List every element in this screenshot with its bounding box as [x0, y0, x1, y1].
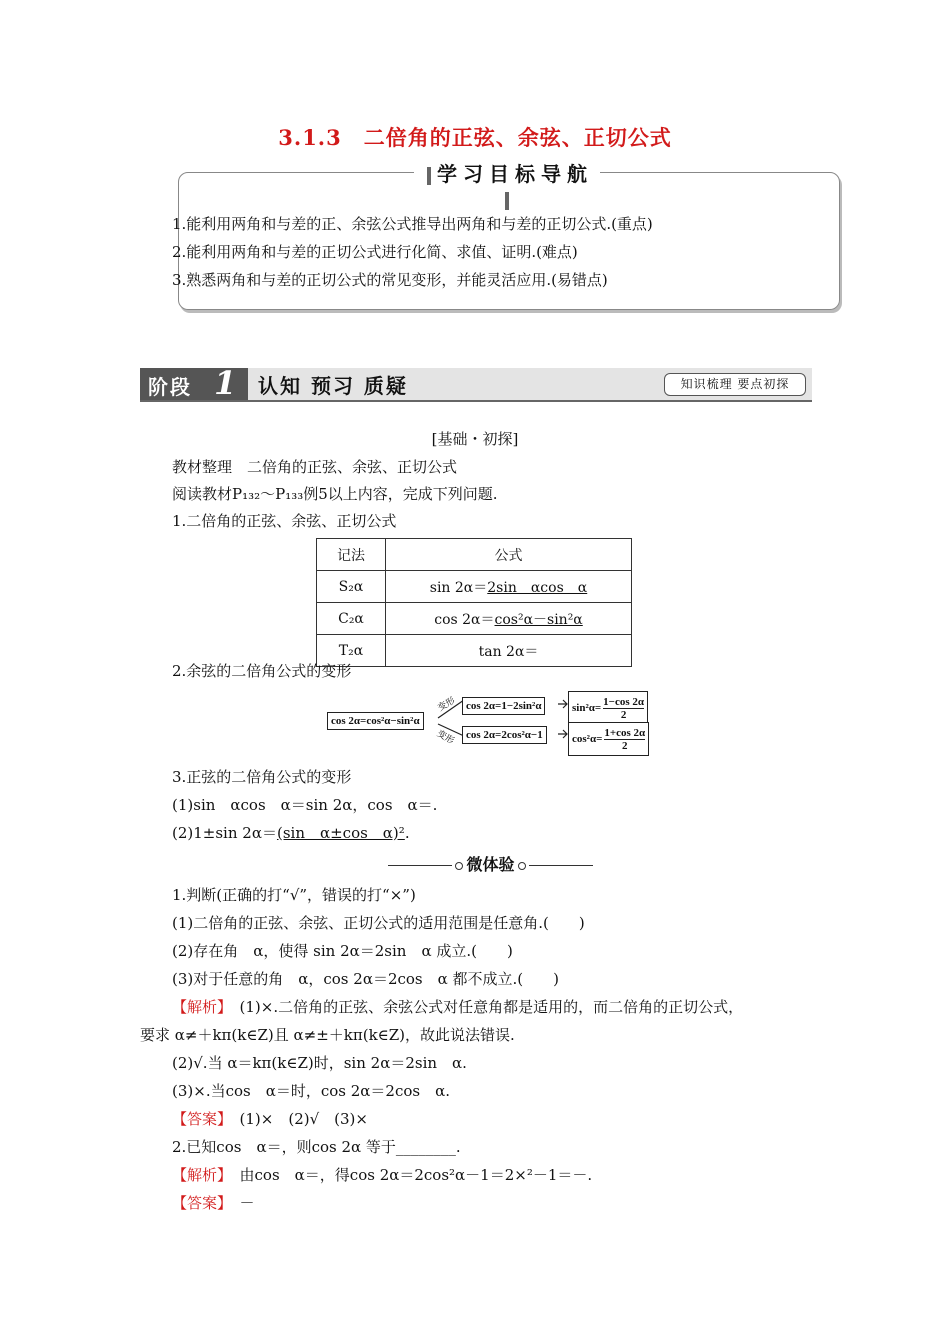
table-row: S₂α sin 2α＝2sin αcos α	[317, 571, 632, 603]
table-row: C₂α cos 2α＝cos²α－sin²α	[317, 603, 632, 635]
analysis-4: 【解析】 由cos α＝，得cos 2α＝2cos²α－1＝2×²－1＝－.	[172, 1166, 593, 1184]
table-header: 公式	[386, 539, 632, 571]
formula-table	[316, 538, 632, 667]
micro-heading: 微体验	[378, 852, 603, 875]
analysis-label: 【解析】	[172, 1166, 225, 1184]
section-lead: 教材整理 二倍角的正弦、余弦、正切公式	[172, 458, 458, 476]
reading-instruction: 阅读教材P₁₃₂～P₁₃₃例5以上内容，完成下列问题.	[172, 485, 498, 503]
analysis-label: 【解析】	[172, 998, 225, 1016]
learning-goals-heading: 学习目标导航	[414, 158, 600, 186]
stage-title: 认知 预习 质疑	[258, 374, 408, 398]
analysis-2: (2)√.当 α＝kπ(k∈Z)时，sin 2α＝2sin α.	[172, 1054, 467, 1072]
table-row: T₂α tan 2α＝	[317, 635, 632, 667]
answer-label: 【答案】	[172, 1110, 225, 1128]
subheading-formulas: 1.二倍角的正弦、余弦、正切公式	[172, 512, 397, 530]
analysis-1-cont: 要求 α≠＋kπ(k∈Z)且 α≠±＋kπ(k∈Z)，故此说法错误.	[140, 1026, 515, 1044]
question-2: 2.已知cos α＝，则cos 2α 等于________.	[172, 1138, 461, 1156]
formula-variant-1: cos 2α=1−2sin²α	[462, 697, 545, 715]
page-title: 3.1.3 二倍角的正弦、余弦、正切公式	[278, 125, 672, 150]
stage-tag: 知识梳理 要点初探	[664, 373, 806, 396]
section-label: [基础・初探]	[431, 430, 519, 448]
answer-1: 【答案】 (1)× (2)√ (3)×	[172, 1110, 368, 1128]
subheading-cos-variants: 2.余弦的二倍角公式的变形	[172, 662, 352, 680]
analysis-3: (3)×.当cos α＝时，cos 2α＝2cos α.	[172, 1082, 450, 1100]
question-1: 1.判断(正确的打“√”，错误的打“×”)	[172, 886, 416, 904]
goal-item: 2.能利用两角和与差的正切公式进行化简、求值、证明.(难点)	[172, 243, 578, 261]
arrow-icon	[558, 730, 567, 738]
goal-item: 1.能利用两角和与差的正、余弦公式推导出两角和与差的正切公式.(重点)	[172, 215, 653, 233]
goal-item: 3.熟悉两角和与差的正切公式的常见变形，并能灵活应用.(易错点)	[172, 271, 608, 289]
question-1-a: (1)二倍角的正弦、余弦、正切公式的适用范围是任意角.( )	[172, 914, 585, 932]
formula-variant-2: cos 2α=2cos²α−1	[462, 726, 547, 744]
stage-label: 阶段 1	[140, 368, 248, 400]
formula-cos-square: cos²α= $\frac{1+\cos 2\alpha}{2}$	[568, 722, 649, 756]
formula-sin-square: sin²α= $\frac{1-\cos 2\alpha}{2}$	[568, 691, 648, 725]
sin-variant-1: (1)sin αcos α＝sin 2α，cos α＝.	[172, 796, 438, 814]
question-1-b: (2)存在角 α，使得 sin 2α＝2sin α 成立.( )	[172, 942, 513, 960]
subheading-sin-variants: 3.正弦的二倍角公式的变形	[172, 768, 352, 786]
arrow-icon	[558, 700, 567, 708]
question-1-c: (3)对于任意的角 α，cos 2α＝2cos α 都不成立.( )	[172, 970, 559, 988]
answer-2: 【答案】 －	[172, 1194, 255, 1212]
branch-label: 变形	[434, 728, 456, 747]
stage-number: 1	[214, 364, 237, 402]
sin-variant-2: (2)1±sin 2α＝(sin α±cos α)².	[172, 824, 410, 842]
formula-main: cos 2α=cos²α−sin²α	[327, 712, 424, 730]
branch-label: 变形	[436, 695, 458, 714]
table-header: 记法	[317, 539, 386, 571]
analysis-1: 【解析】 (1)×.二倍角的正弦、余弦公式对任意角都是适用的，而二倍角的正切公式，	[172, 998, 744, 1016]
answer-label: 【答案】	[172, 1194, 225, 1212]
